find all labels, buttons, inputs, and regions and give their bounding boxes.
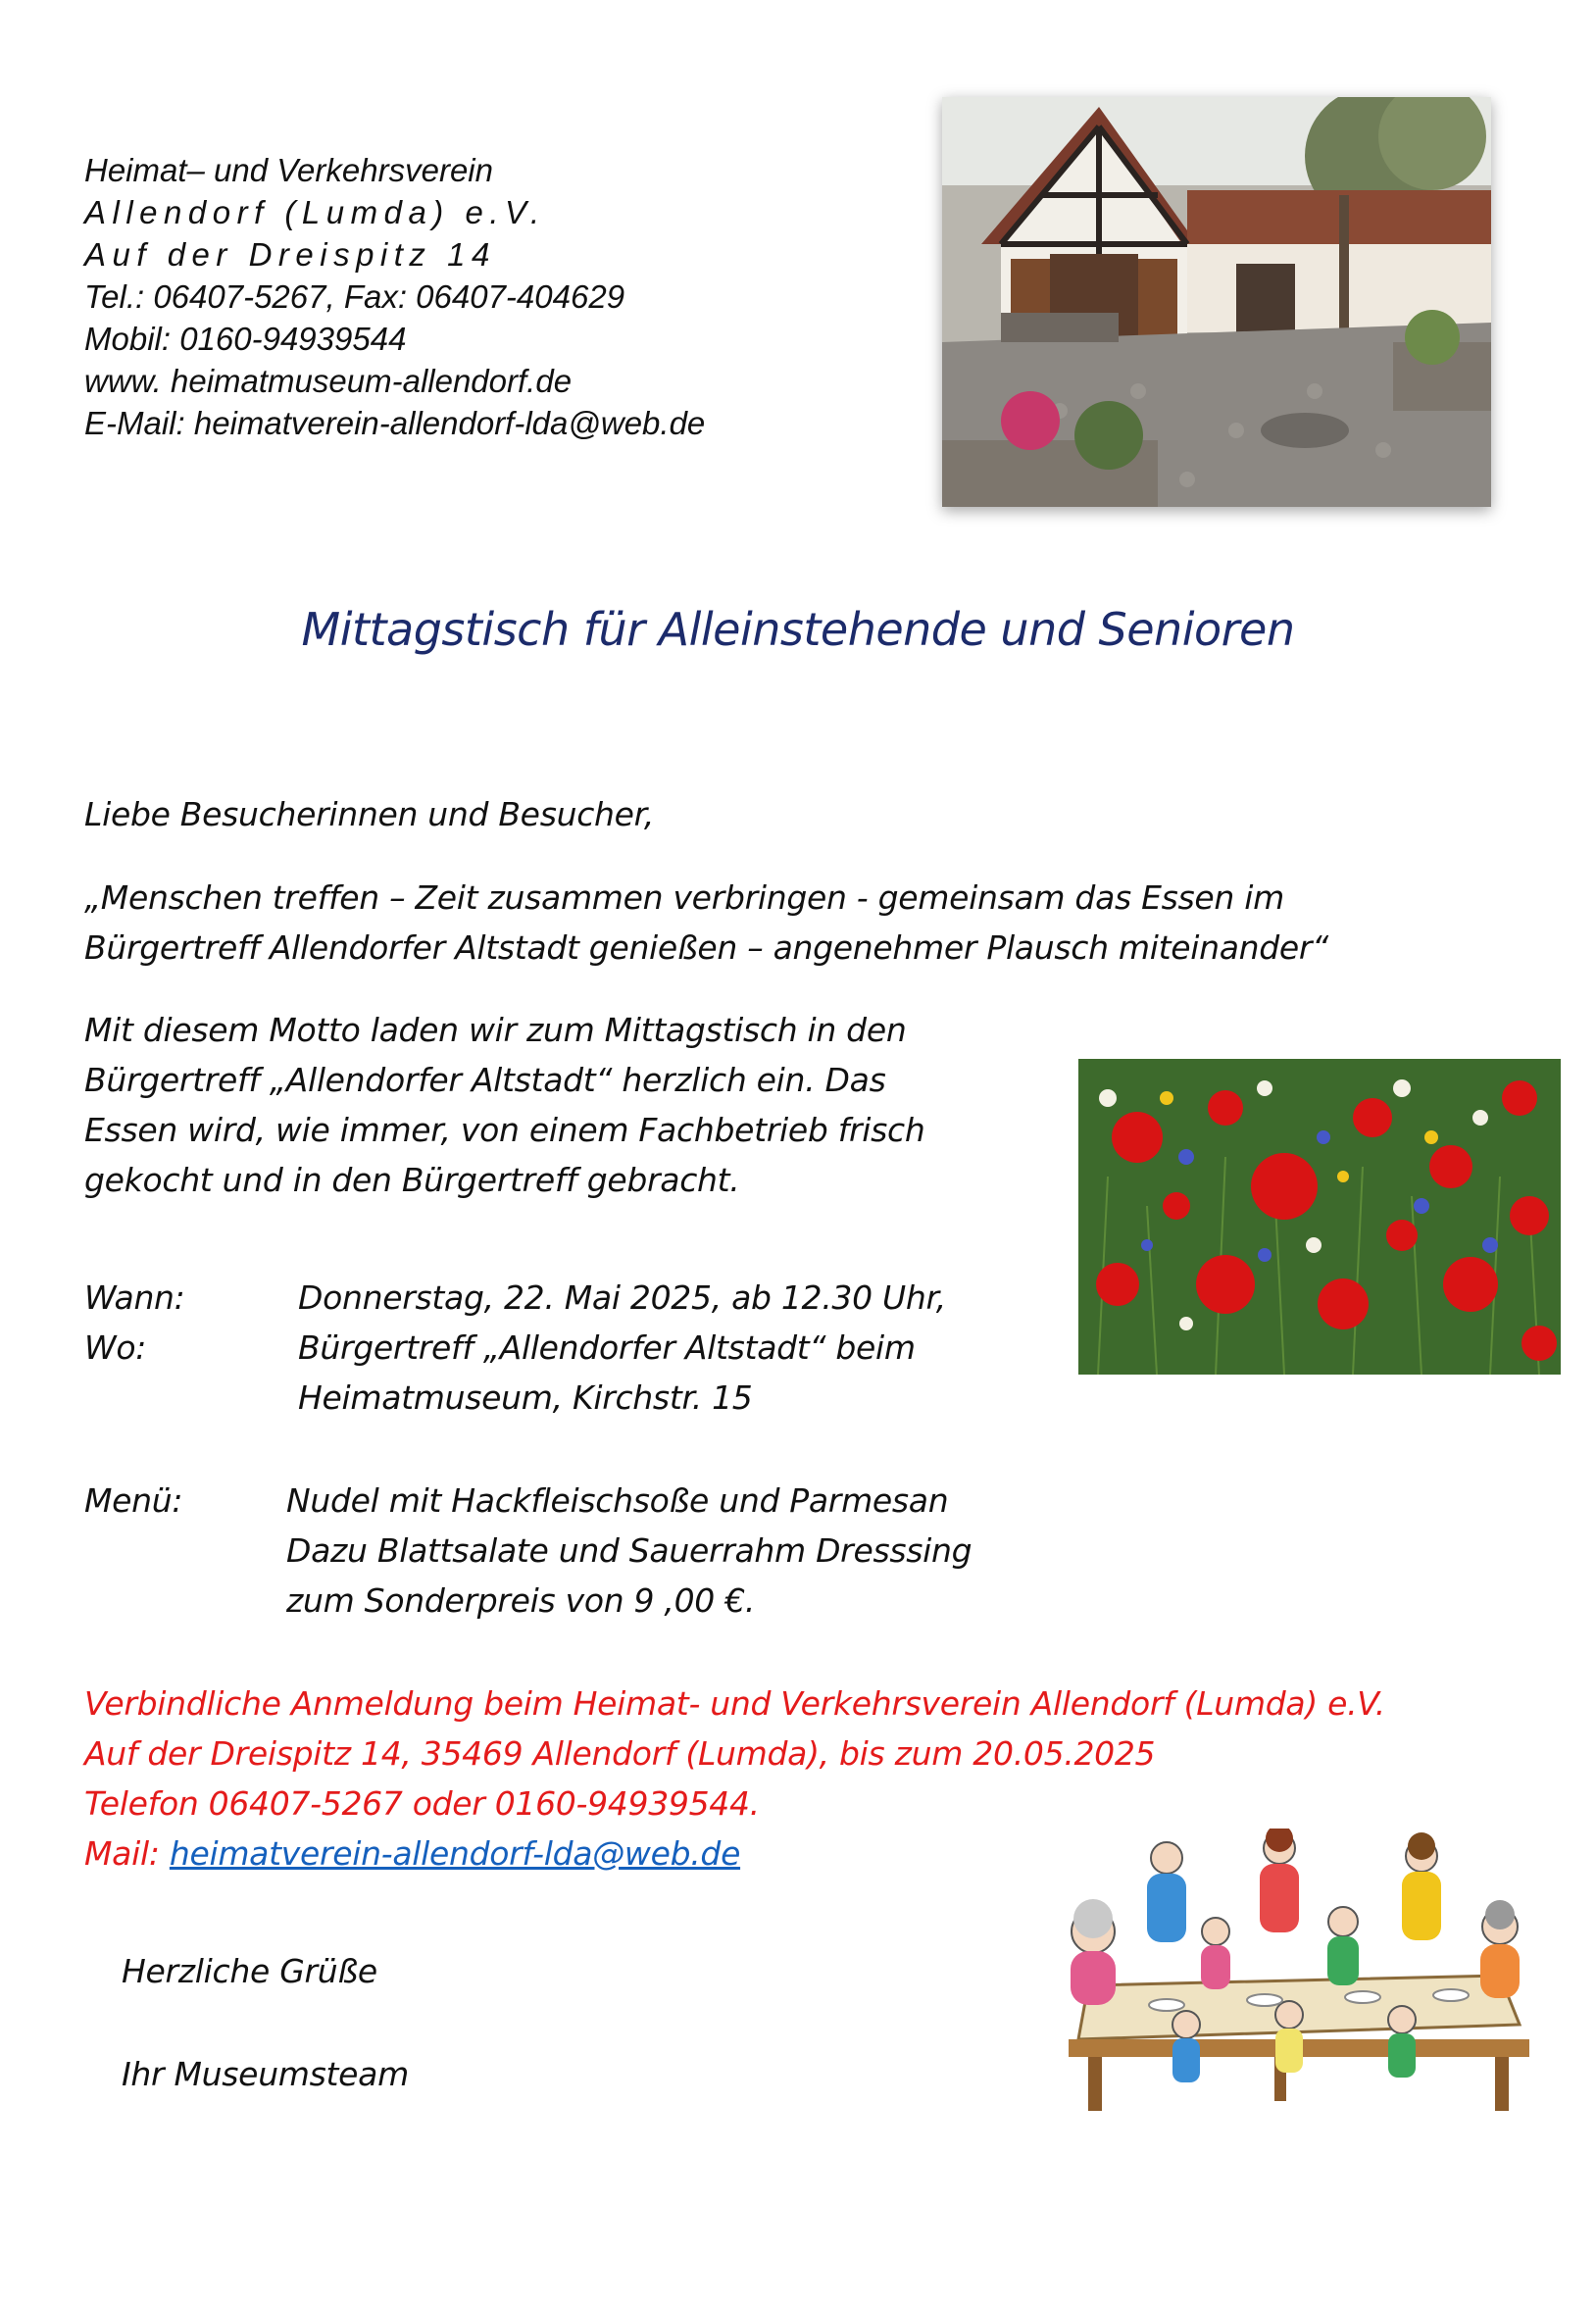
motto-line: „Menschen treffen – Zeit zusammen verbringen - gemeinsam das Essen im <box>84 878 1284 917</box>
menu-details <box>84 1476 1065 1632</box>
menu-label: Menü: <box>84 1481 183 1520</box>
intro-line: Bürgertreff „Allendorfer Altstadt“ herzlich ein. Das <box>84 1061 886 1099</box>
where-label: Wo: <box>84 1328 147 1367</box>
email-link[interactable]: heimatverein-allendorf-lda@web.de <box>169 1834 741 1873</box>
org-mobile: Mobil: 0160-94939544 <box>84 321 407 357</box>
greeting: Liebe Besucherinnen und Besucher, <box>84 795 655 833</box>
intro-line: gekocht und in den Bürgertreff gebracht. <box>84 1161 740 1199</box>
family-dinner-drawing <box>1049 1829 1539 2123</box>
when-label: Wann: <box>84 1278 185 1317</box>
menu-line: Dazu Blattsalate und Sauerrahm Dresssing <box>286 1531 973 1570</box>
event-details <box>84 1273 1065 1429</box>
where-value-line: Heimatmuseum, Kirchstr. 15 <box>298 1378 753 1417</box>
when-value: Donnerstag, 22. Mai 2025, ab 12.30 Uhr, <box>298 1278 946 1317</box>
museum-photo <box>942 97 1491 507</box>
intro-paragraph <box>84 1005 925 1205</box>
registration-line: Verbindliche Anmeldung beim Heimat- und Verkehrsverein Allendorf (Lumda) e.V. <box>84 1684 1385 1723</box>
closing-signature: Ihr Museumsteam <box>122 2055 409 2093</box>
page-title: Mittagstisch für Alleinstehende und Senioren <box>301 603 1295 656</box>
menu-line: zum Sonderpreis von 9 ,00 €. <box>286 1581 756 1620</box>
org-city: Allendorf (Lumda) e.V. <box>84 194 546 230</box>
motto-quote <box>84 873 1328 973</box>
menu-line: Nudel mit Hackfleischsoße und Parmesan <box>286 1481 949 1520</box>
family-dinner-illustration <box>1049 1829 1539 2123</box>
address-block <box>84 149 869 444</box>
org-street: Auf der Dreispitz 14 <box>84 236 496 273</box>
registration-line: Auf der Dreispitz 14, 35469 Allendorf (Lumda), bis zum 20.05.2025 <box>84 1734 1156 1773</box>
org-email: E-Mail: heimatverein-allendorf-lda@web.de <box>84 405 706 441</box>
registration-line: Telefon 06407-5267 oder 0160-94939544. <box>84 1784 760 1823</box>
intro-line: Essen wird, wie immer, von einem Fachbetrieb frisch <box>84 1111 925 1149</box>
museum-photo-drawing <box>942 97 1491 507</box>
flower-meadow-photo <box>1078 1059 1561 1375</box>
org-website: www. heimatmuseum-allendorf.de <box>84 363 573 399</box>
intro-line: Mit diesem Motto laden wir zum Mittagstisch in den <box>84 1011 907 1049</box>
closing-regards: Herzliche Grüße <box>122 1952 377 1990</box>
flower-meadow-drawing <box>1078 1059 1561 1375</box>
org-name: Heimat– und Verkehrsverein <box>84 152 493 188</box>
where-value-line: Bürgertreff „Allendorfer Altstadt“ beim <box>298 1328 916 1367</box>
motto-line: Bürgertreff Allendorfer Altstadt genießen – angenehmer Plausch miteinander“ <box>84 928 1328 967</box>
org-phone: Tel.: 06407-5267, Fax: 06407-404629 <box>84 278 625 315</box>
mail-label: Mail: <box>84 1834 170 1873</box>
